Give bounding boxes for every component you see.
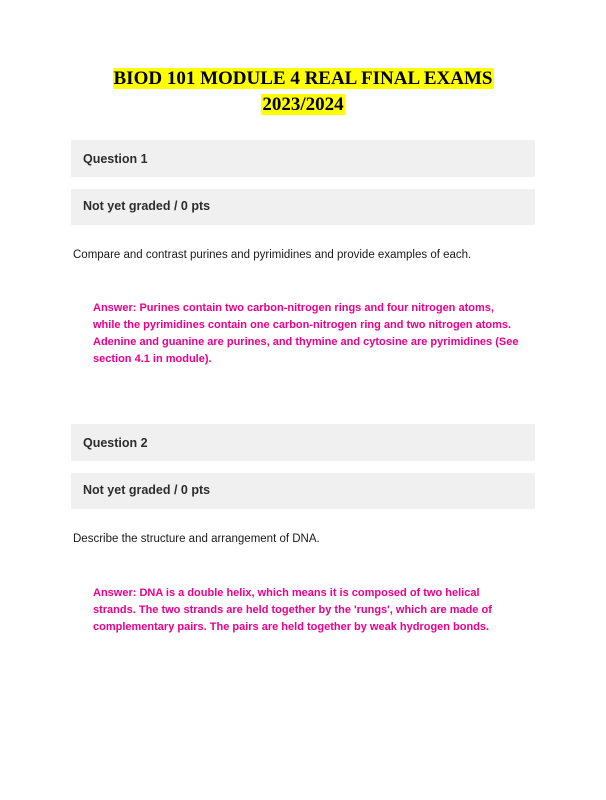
page-title-line-2: 2023/2024 <box>262 93 344 115</box>
question-1-status: Not yet graded / 0 pts <box>83 199 211 213</box>
question-1-answer: Answer: Purines contain two carbon-nitrogen rings and four nitrogen atoms, while the pyrimidines contain one carbon-nitrogen ring and two nitrogen atoms. Adenine and guanine are purines, and thymine and cytosine are pyrimidines (See section 4.1 in module). <box>93 302 519 366</box>
question-1-heading: Question 1 <box>83 152 148 166</box>
question-2-heading: Question 2 <box>83 436 148 451</box>
question-1-header <box>71 140 535 177</box>
question-1-prompt: Compare and contrast purines and pyrimidines and provide examples of each. <box>73 249 472 261</box>
questions-container <box>71 140 535 636</box>
question-block-2 <box>71 424 535 635</box>
question-2-header <box>71 424 535 461</box>
question-2-prompt: Describe the structure and arrangement of DNA. <box>73 533 320 546</box>
question-2-status: Not yet graded / 0 pts <box>83 483 211 498</box>
question-block-1 <box>71 140 535 368</box>
question-2-answer: Answer: DNA is a double helix, which means it is composed of two helical strands. The two strands are held together by the 'rungs', which are made of complementary pairs. The pairs are held together by weak hydrogen bonds. <box>93 586 492 633</box>
page-title <box>72 66 534 117</box>
question-2-status-bar <box>71 473 535 509</box>
page-title-line-1: BIOD 101 MODULE 4 REAL FINAL EXAMS <box>113 68 493 89</box>
question-1-status-bar <box>71 189 535 225</box>
section-spacer <box>71 368 535 424</box>
